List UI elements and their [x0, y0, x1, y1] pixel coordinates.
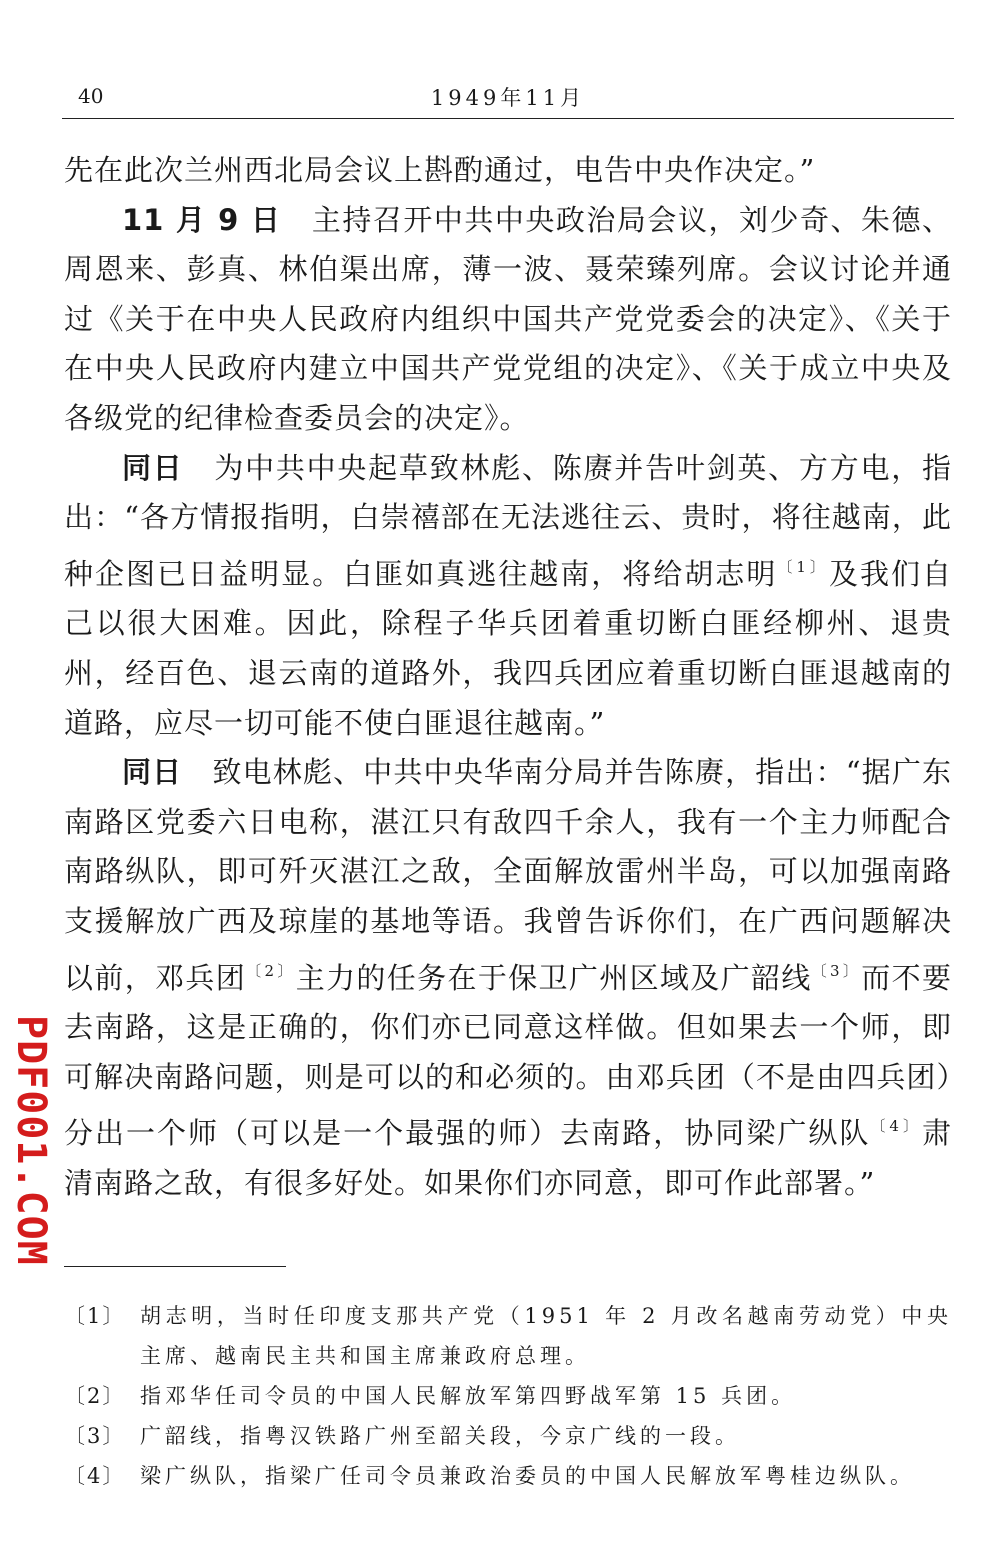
entry-date: 同日	[122, 755, 183, 790]
page-number: 40	[78, 84, 104, 108]
paragraph-text: 主持召开中共中央政治局会议，刘少奇、朱德、周恩来、彭真、林伯渠出席，薄一波、聂荣臻列席。会议讨论并通过《关于在中央人民政府内组织中国共产党党委会的决定》、《关于在中央人民政府内建立中国共产党党组的决定》、《关于成立中央及各级党的纪律检查委员会的决定》。	[64, 202, 952, 435]
footnote-mark: 〔2〕	[64, 1384, 126, 1408]
footnote-ref[interactable]: 〔4〕	[870, 1117, 922, 1136]
footnote-divider	[64, 1266, 286, 1267]
running-head: 1949年11月	[430, 86, 586, 110]
paragraph-continuation	[64, 146, 952, 196]
footnote-text: 指邓华任司令员的中国人民解放军第四野战军第 15 兵团。	[140, 1384, 797, 1408]
paragraph-text: 及我们自己以很大困难。因此，除程子华兵团着重切断白匪经柳州、退贵州，经百色、退云南的道路外，我四兵团应着重切断白匪退越南的道路，应尽一切可能不使白匪退往越南。”	[64, 556, 952, 740]
footnote-mark: 〔4〕	[64, 1464, 126, 1488]
paragraph-entry	[64, 196, 952, 444]
footnote-ref[interactable]: 〔2〕	[246, 961, 296, 980]
paragraph-entry	[64, 748, 952, 1208]
footnote-text: 广韶线，指粤汉铁路广州至韶关段，今京广线的一段。	[140, 1424, 740, 1448]
footnote-ref[interactable]: 〔1〕	[777, 557, 829, 576]
paragraph-entry	[64, 444, 952, 749]
paragraph-text: 肃清南路之敌，有很多好处。如果你们亦同意，即可作此部署。”	[64, 1116, 952, 1200]
footnote-text: 胡志明，当时任印度支那共产党（1951 年 2 月改名越南劳动党）中央主席、越南民主共和国主席兼政府总理。	[140, 1304, 952, 1368]
footnote	[64, 1456, 952, 1496]
footnotes	[64, 1296, 952, 1496]
paragraph-text: 先在此次兰州西北局会议上斟酌通过，电告中央作决定。”	[64, 153, 816, 187]
entry-date: 同日	[122, 450, 184, 485]
watermark: PDF001.COM	[8, 1015, 54, 1266]
paragraph-text: 主力的任务在于保卫广州区域及广韶线	[295, 960, 812, 995]
footnote	[64, 1416, 952, 1456]
entry-date: 11 月 9 日	[122, 202, 282, 237]
footnote-mark: 〔1〕	[64, 1304, 126, 1328]
page-header	[62, 82, 954, 119]
paragraph-text: 而不要去南路，这是正确的，你们亦已同意这样做。但如果去一个师，即可解决南路问题，则是可以的和必须的。由邓兵团（不是由四兵团）分出一个师（可以是一个最强的师）去南路，协同梁广纵队	[64, 960, 952, 1151]
paragraph-text: 为中共中央起草致林彪、陈赓并告叶剑英、方方电，指出：“各方情报指明，白崇禧部在无法逃往云、贵时，将往越南，此种企图已日益明显。白匪如真逃往越南，将给胡志明	[64, 450, 952, 591]
footnote	[64, 1296, 952, 1376]
paragraph-text: 致电林彪、中共中央华南分局并告陈赓，指出：“据广东南路区党委六日电称，湛江只有敌四千余人，我有一个主力师配合南路纵队，即可歼灭湛江之敌，全面解放雷州半岛，可以加强南路支援解放广西及琼崖的基地等语。我曾告诉你们，在广西问题解决以前，邓兵团	[64, 755, 952, 995]
body-text	[64, 146, 952, 1208]
footnote-ref[interactable]: 〔3〕	[811, 961, 862, 980]
footnote	[64, 1376, 952, 1416]
footnote-mark: 〔3〕	[64, 1424, 126, 1448]
footnote-text: 梁广纵队，指梁广任司令员兼政治委员的中国人民解放军粤桂边纵队。	[140, 1464, 915, 1488]
